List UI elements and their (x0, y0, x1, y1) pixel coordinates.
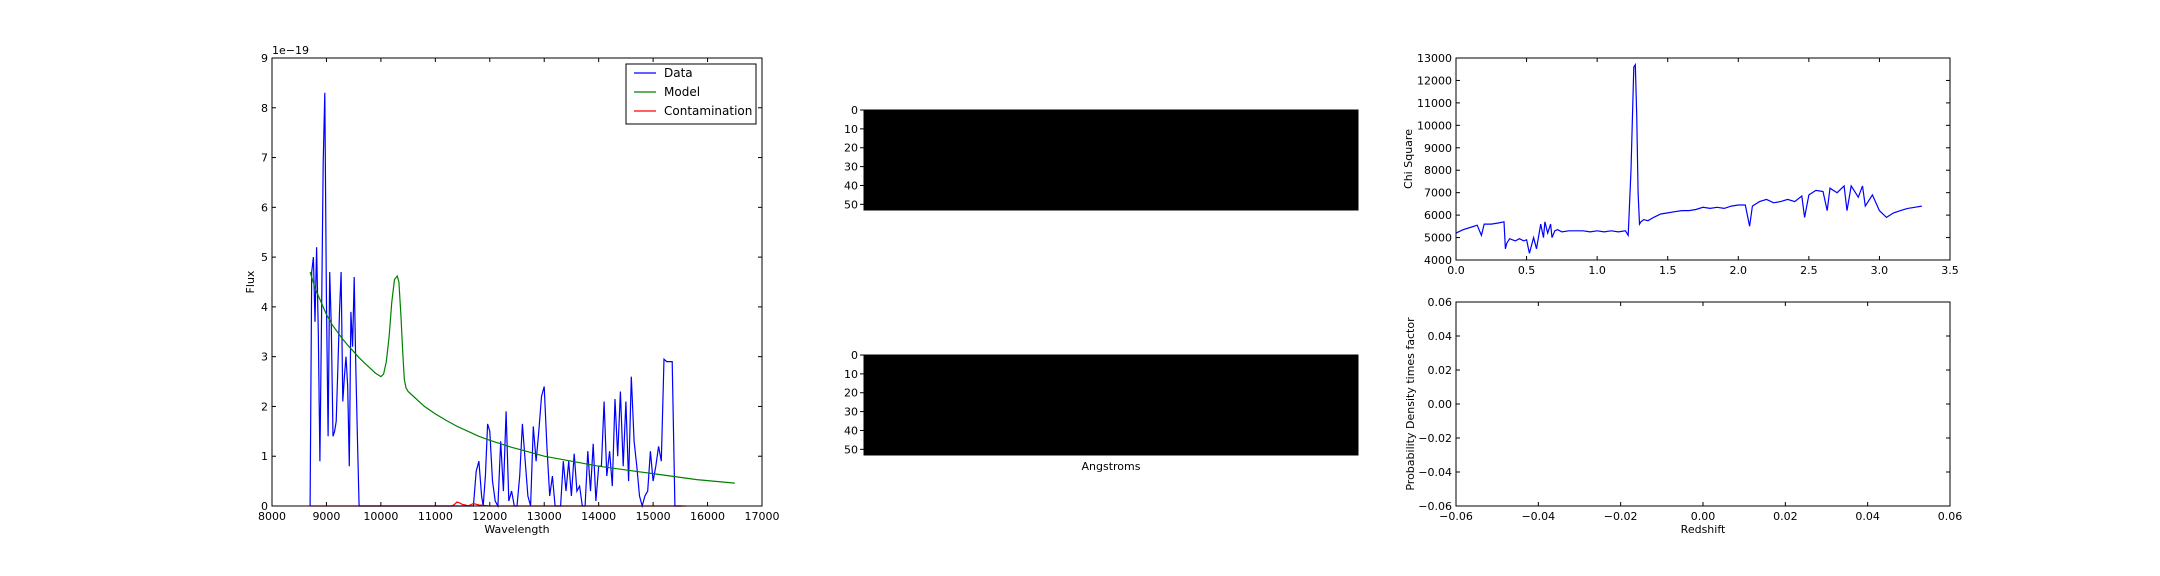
flux-ytick-label: 7 (261, 151, 268, 165)
flux-ytick-label: 4 (261, 300, 268, 314)
chi-square-ylabel: Chi Square (1402, 129, 1415, 189)
chi-ytick-label: 5000 (1424, 231, 1452, 245)
pdf-ytick-label: 0.06 (1427, 296, 1452, 309)
flux-xtick-label: 12000 (472, 510, 508, 523)
spectrum-ytick-label: 10 (844, 122, 858, 136)
flux-ytick-label: 0 (261, 500, 268, 513)
pdf-ytick-label: −0.04 (1418, 466, 1452, 479)
spectrum-2d-bottom-image (864, 355, 1358, 455)
spectrum-ytick-label: 0 (851, 349, 858, 362)
spectrum-xlabel: Angstroms (1081, 460, 1141, 473)
pdf-xtick-label: 0.06 (1937, 510, 1963, 523)
pdf-xtick-label: 0.04 (1855, 510, 1880, 523)
probability-density-ylabel: Probability Density times factor (1404, 317, 1417, 491)
flux-ytick-label: 8 (261, 101, 268, 115)
flux-xtick-label: 10000 (363, 510, 399, 523)
chi-ytick-label: 12000 (1417, 74, 1452, 88)
legend-label-model: Model (664, 85, 701, 99)
spectrum-ytick-label: 20 (844, 141, 858, 155)
chi-ytick-label: 9000 (1424, 141, 1452, 155)
pdf-ytick-label: 0.02 (1427, 364, 1452, 377)
spectrum-ytick-label: 20 (844, 386, 858, 400)
spectrum-ytick-label: 0 (851, 104, 858, 117)
spectrum-2d-top-panel (844, 104, 1358, 211)
flux-xtick-label: 17000 (744, 510, 780, 523)
pdf-xtick-label: 0.02 (1773, 510, 1798, 523)
spectrum-2d-bottom-panel (844, 349, 1358, 473)
flux-xtick-label: 11000 (417, 510, 453, 523)
spectrum-ytick-label: 10 (844, 367, 858, 381)
chi-xtick-label: 3.0 (1870, 264, 1889, 277)
spectrum-2d-top-image (864, 110, 1358, 210)
spectrum-ytick-label: 30 (844, 405, 858, 419)
spectrum-ytick-label: 40 (844, 424, 858, 438)
chi-xtick-label: 1.0 (1588, 264, 1606, 277)
flux-xlabel: Wavelength (484, 523, 550, 536)
flux-legend (626, 64, 756, 124)
flux-xtick-label: 15000 (635, 510, 671, 523)
chi-xtick-label: 0.5 (1517, 264, 1536, 277)
legend-label-contamination: Contamination (664, 104, 753, 118)
flux-ytick-label: 1 (261, 450, 268, 464)
chi-xtick-label: 1.5 (1658, 264, 1677, 277)
pdf-xtick-label: −0.06 (1439, 510, 1473, 523)
pdf-ytick-label: 0.04 (1427, 330, 1452, 343)
flux-ytick-label: 3 (261, 350, 268, 364)
chi-xtick-label: 0.0 (1447, 264, 1465, 277)
flux-ytick-label: 5 (261, 251, 268, 265)
flux-xtick-label: 16000 (690, 510, 726, 523)
flux-ytick-label: 9 (261, 52, 268, 65)
flux-ytick-label: 2 (261, 400, 268, 414)
chi-ytick-label: 6000 (1424, 209, 1452, 223)
redshift-xlabel: Redshift (1680, 523, 1726, 536)
flux-xtick-label: 13000 (526, 510, 562, 523)
spectrum-ytick-label: 30 (844, 160, 858, 174)
flux-ytick-label: 6 (261, 201, 268, 215)
pdf-ytick-label: −0.06 (1418, 500, 1452, 513)
spectrum-ytick-label: 40 (844, 179, 858, 193)
pdf-xtick-label: −0.04 (1521, 510, 1556, 523)
spectrum-ytick-label: 50 (844, 198, 858, 212)
chi-xtick-label: 3.5 (1941, 264, 1959, 277)
chi-ytick-label: 11000 (1417, 96, 1452, 110)
flux-scale-label: 1e−19 (272, 44, 309, 57)
pdf-xtick-label: 0.00 (1690, 510, 1716, 523)
chi-ytick-label: 10000 (1417, 119, 1452, 133)
flux-xtick-label: 8000 (258, 510, 286, 523)
chi-xtick-label: 2.0 (1729, 264, 1748, 277)
chi-xtick-label: 2.5 (1800, 264, 1818, 277)
pdf-ytick-label: 0.00 (1427, 398, 1452, 411)
chi-ytick-label: 4000 (1424, 254, 1452, 267)
flux-xtick-label: 14000 (581, 510, 617, 523)
pdf-xtick-label: −0.02 (1603, 510, 1638, 523)
legend-label-data: Data (664, 66, 693, 80)
chi-ytick-label: 7000 (1424, 186, 1452, 200)
chi-ytick-label: 8000 (1424, 164, 1452, 178)
spectrum-ytick-label: 50 (844, 443, 858, 457)
flux-ylabel: Flux (244, 270, 257, 294)
flux-xtick-label: 9000 (312, 510, 341, 523)
pdf-ytick-label: −0.02 (1418, 432, 1452, 445)
chi-ytick-label: 13000 (1417, 52, 1452, 65)
